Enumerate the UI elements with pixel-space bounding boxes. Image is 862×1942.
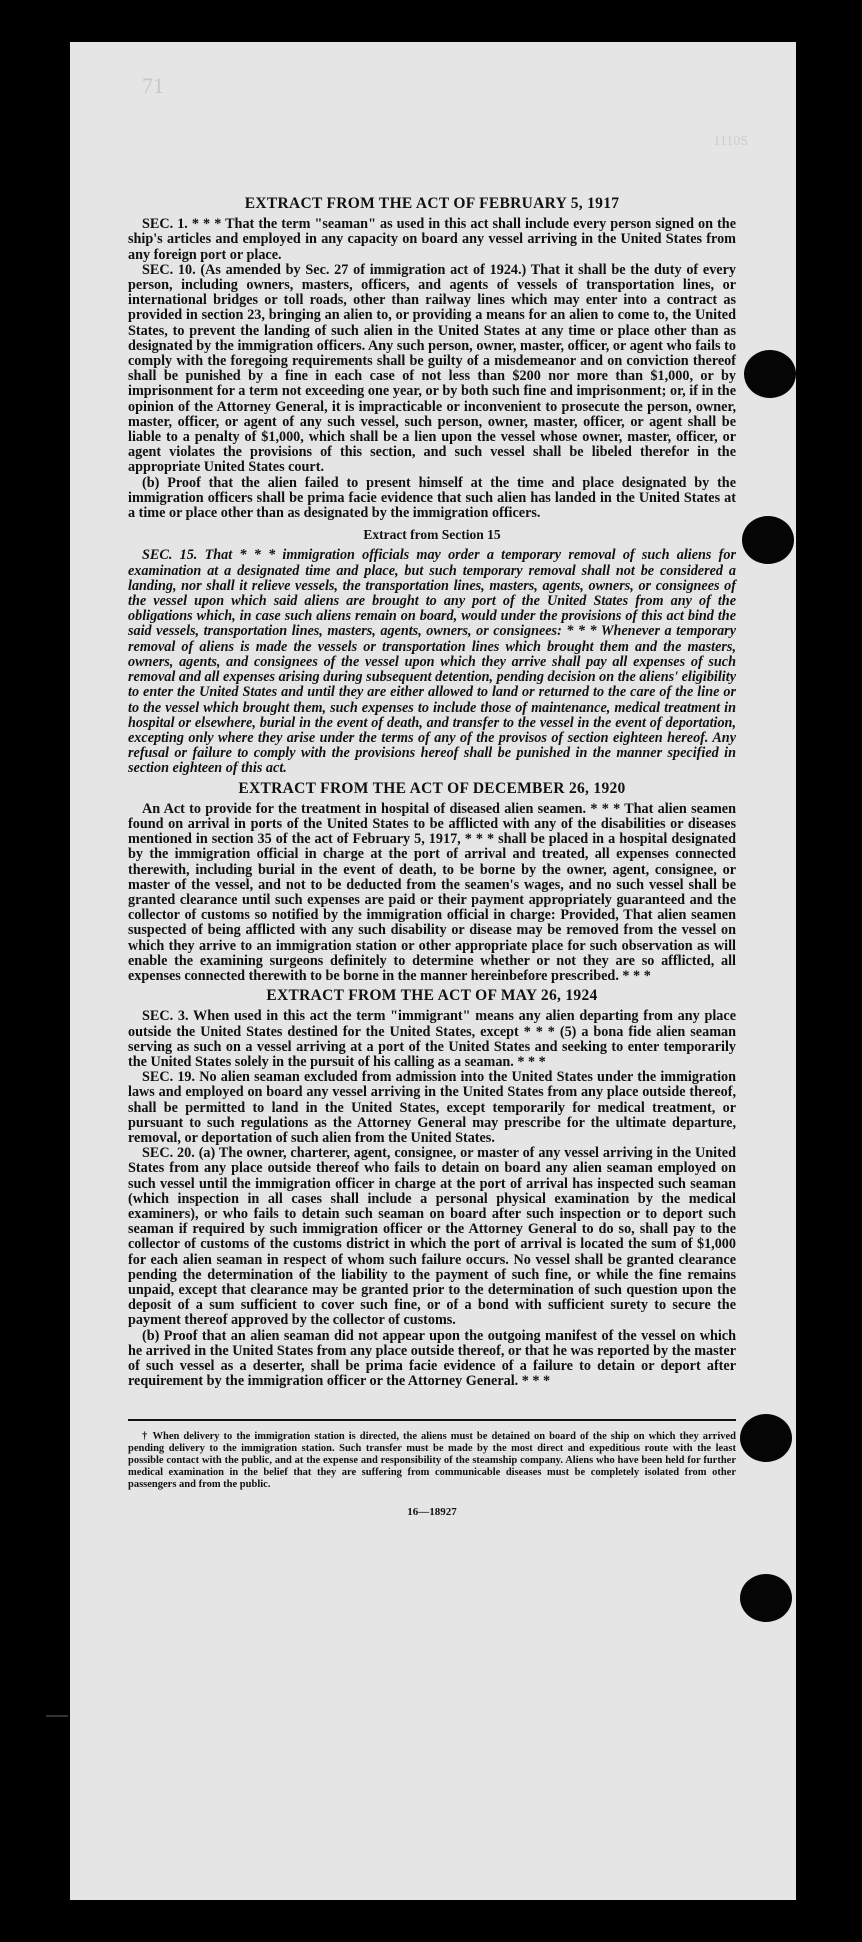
heading-act-1924: EXTRACT FROM THE ACT OF MAY 26, 1924 — [266, 987, 598, 1005]
document-page — [70, 42, 796, 1900]
paragraph-sec-1: SEC. 1. * * * That the term "seaman" as used in this act shall include every person signed on the ship's articles and employed in any capacity on board any vessel arriving in the United States from any foreign port or place. — [128, 216, 736, 263]
paragraph-sec-20a: SEC. 20. (a) The owner, charterer, agent, consignee, or master of any vessel arriving in the United States from any place outside thereof who fails to detain on board any alien seaman employed on such vessel until the immigration officer in charge at the port of arrival has inspected such seaman (which inspection in all cases shall include a personal physical examination by the medical examiners), or who fails to detain such seaman on board after such inspection or to deport such seaman if required by such immigration officer or the Attorney General to do so, shall pay to the collector of customs of the customs district in which the port of arrival is located the sum of $1,000 for each alien seaman in respect of whom such failure occurs. No vessel shall be granted clearance pending the determination of the liability to the payment of such fine, or while the fine remains unpaid, except that clearance may be granted prior to the determination of such question upon the deposit of a sum sufficient to cover such fine, or of a bond with sufficient surety to secure the payment thereof approved by the collector of customs. — [128, 1145, 736, 1329]
paragraph-sec-15: SEC. 15. That * * * immigration officials may order a temporary removal of such aliens for examination at a designated time and place, but such temporary removal shall not be considered a landing, nor shall it relieve vessels, the transportation lines, masters, agents, owners, or consignees of the vessel upon which said aliens are brought to any port of the United States from any of the obligations which, in case such aliens remain on board, would under the provisions of this act bind the said vessels, transportation lines, masters, agents, owners, or consignees: * * * Whenever a temporary removal of aliens is made the vessels or transportation lines which brought them and the masters, owners, agents, and consignees of the vessel upon which they arrive shall pay all expenses of such removal and all expenses arising during subsequent detention, pending decision on the aliens' eligibility to enter the United States and until they are either allowed to land or returned to the care of the line or to the vessel which brought them, such expenses to include those of maintenance, medical treatment in hospital or elsewhere, burial in the event of death, and transfer to the vessel in the event of deportation, excepting only where they arise under the terms of any of the provisos of section eighteen hereof. Any refusal or failure to comply with the provisions hereof shall be punished in the manner specified in section eighteen of this act. — [128, 547, 736, 777]
punch-hole — [740, 1574, 792, 1622]
page-mark-top-left: 71 — [142, 73, 164, 98]
heading-act-1920: EXTRACT FROM THE ACT OF DECEMBER 26, 1920 — [238, 779, 626, 797]
paragraph-sec-19: SEC. 19. No alien seaman excluded from admission into the United States under the immigration laws and employed on board any vessel arriving in the United States from any place outside thereof, shall be permitted to land in the United States, except temporarily for medical treatment, or pursuant to such regulations as the Attorney General may prescribe for the ultimate departure, removal, or deportation of such alien from the United States. — [128, 1069, 736, 1146]
paragraph-act-1920: An Act to provide for the treatment in hospital of diseased alien seamen. * * * That alien seamen found on arrival in ports of the United States to be afflicted with any of the disabilities or diseases mentioned in section 35 of the act of February 5, 1917, * * * shall be placed in a hospital designated by the immigration official in charge at the port of arrival and treated, all expenses connected therewith, including burial in the event of death, to be borne by the owner, agent, consignee, or master of the vessel, and not to be deducted from the seamen's wages, and no such vessel shall be granted clearance until such expenses are paid or their payment appropriately guaranteed and the collector of customs so notified by the immigration official in charge: Provided, That alien seamen suspected of being afflicted with any such disability or disease may be removed from the vessel on which they arrive to an immigration station or other appropriate place for such observation as will enable the examining surgeons definitely to determine whether or not they are so afflicted, all expenses connected therewith to be borne in the manner hereinbefore prescribed. * * * — [128, 800, 736, 984]
margin-mark — [46, 1715, 68, 1717]
paragraph-sec-3: SEC. 3. When used in this act the term "immigrant" means any alien departing from any place outside the United States destined for the United States, except * * * (5) a bona fide alien seaman serving as such on a vessel arriving at a port of the United States and seeking to enter temporarily the United States solely in the pursuit of his calling as a seaman. * * * — [128, 1008, 736, 1070]
punch-hole — [740, 1414, 792, 1462]
footnote: † When delivery to the immigration station is directed, the aliens must be detained on board of the ship on which they arrived pending delivery to the immigration station. Such transfer must be made by the most direct and expeditious route with the least possible contact with the public, and at the expense and responsibility of the steamship company. Aliens who have been held for further medical examination in the belief that they are suffering from communicable diseases must be completely isolated from other passengers and from the public. — [128, 1431, 736, 1491]
page-mark-top-right: 1110S — [713, 134, 748, 149]
paragraph-sec-20b: (b) Proof that an alien seaman did not appear upon the outgoing manifest of the vessel on which he arrived in the United States from any place outside thereof, or that he was reported by the master of such vessel as a deserter, shall be prima facie evidence of a failure to detain or deport after requirement by the immigration officer or the Attorney General. * * * — [128, 1327, 736, 1390]
footnote-rule — [128, 1419, 736, 1421]
form-code: 16—18927 — [407, 1506, 457, 1519]
punch-hole — [742, 516, 794, 564]
punch-hole — [744, 350, 796, 398]
heading-act-1917: EXTRACT FROM THE ACT OF FEBRUARY 5, 1917 — [244, 195, 620, 212]
paragraph-sec-10b: (b) Proof that the alien failed to present himself at the time and place designated by the immigration officers shall be prima facie evidence that such alien has landed in the United States at a time or place other than as designated by the immigration officers. — [128, 474, 736, 522]
subheading-section-15: Extract from Section 15 — [363, 527, 501, 543]
paragraph-sec-10: SEC. 10. (As amended by Sec. 27 of immigration act of 1924.) That it shall be the duty of every person, including owners, masters, officers, and agents of vessels of transportation lines, or international bridges or toll roads, other than railway lines which may enter into a contract as provided in section 23, bringing an alien to, or providing a means for an alien to come to, the United States, to prevent the landing of such alien in the United States at any time or place other than as designated by the immigration officers. Any such person, owner, master, officer, or agent who fails to comply with the foregoing requirements shall be guilty of a misdemeanor and on conviction thereof shall be punished by a fine in each case of not less than $200 nor more than $1,000, or by imprisonment for a term not exceeding one year, or by both such fine and imprisonment; or, if in the opinion of the Attorney General, it is impracticable or inconvenient to prosecute the person, owner, master, officer, or agent of any such vessel, such person, owner, master, officer, or agent shall be liable to a penalty of $1,000, which shall be a lien upon the vessel whose owner, master, officer, or agent violates the provisions of this section, and such vessel shall be libeled therefor in the appropriate United States court. — [128, 261, 736, 476]
